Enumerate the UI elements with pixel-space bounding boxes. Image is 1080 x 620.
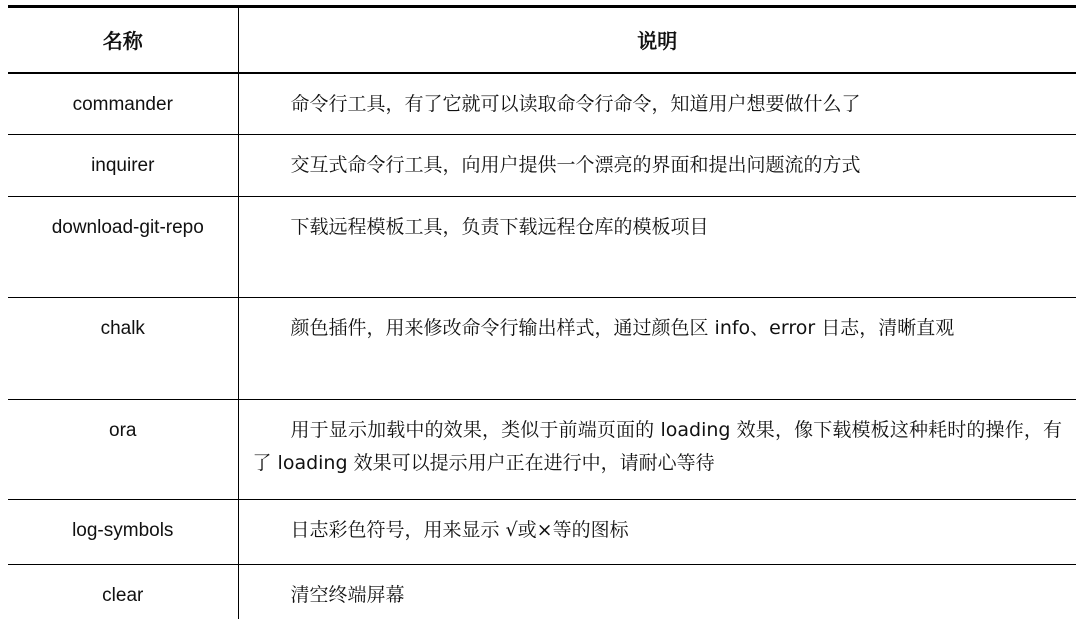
package-name: commander (8, 73, 238, 135)
table-row (8, 135, 1076, 197)
package-table (8, 5, 1076, 619)
package-name: ora (8, 400, 238, 500)
table-row (8, 400, 1076, 500)
table-row (8, 197, 1076, 298)
package-name: chalk (8, 298, 238, 400)
package-description: 交互式命令行工具，向用户提供一个漂亮的界面和提出问题流的方式 (238, 135, 1076, 197)
table-header-row (8, 7, 1076, 73)
table-row (8, 298, 1076, 400)
package-description: 清空终端屏幕 (290, 584, 405, 606)
package-description: 用于显示加载中的效果，类似于前端页面的 loading 效果，像下载模板这种耗时的操作，有了 loading 效果可以提示用户正在进行中，请耐心等待 (238, 400, 1076, 500)
package-name: inquirer (8, 135, 238, 197)
table-row (8, 73, 1076, 135)
header-name: 名称 (8, 7, 238, 73)
package-description: 命令行工具，有了它就可以读取命令行命令，知道用户想要做什么了 (238, 73, 1076, 135)
package-description: 下载远程模板工具，负责下载远程仓库的模板项目 (238, 197, 1076, 298)
package-description: 颜色插件，用来修改命令行输出样式，通过颜色区 info、error 日志，清晰直观 (238, 298, 1076, 400)
package-name: clear (8, 565, 238, 619)
package-description: 日志彩色符号，用来显示 √或×等的图标 (238, 500, 1076, 565)
table-row (8, 500, 1076, 565)
table-row (8, 565, 1076, 619)
header-description: 说明 (238, 7, 1076, 73)
package-name: download-git-repo (8, 197, 238, 298)
package-name: log-symbols (8, 500, 238, 565)
